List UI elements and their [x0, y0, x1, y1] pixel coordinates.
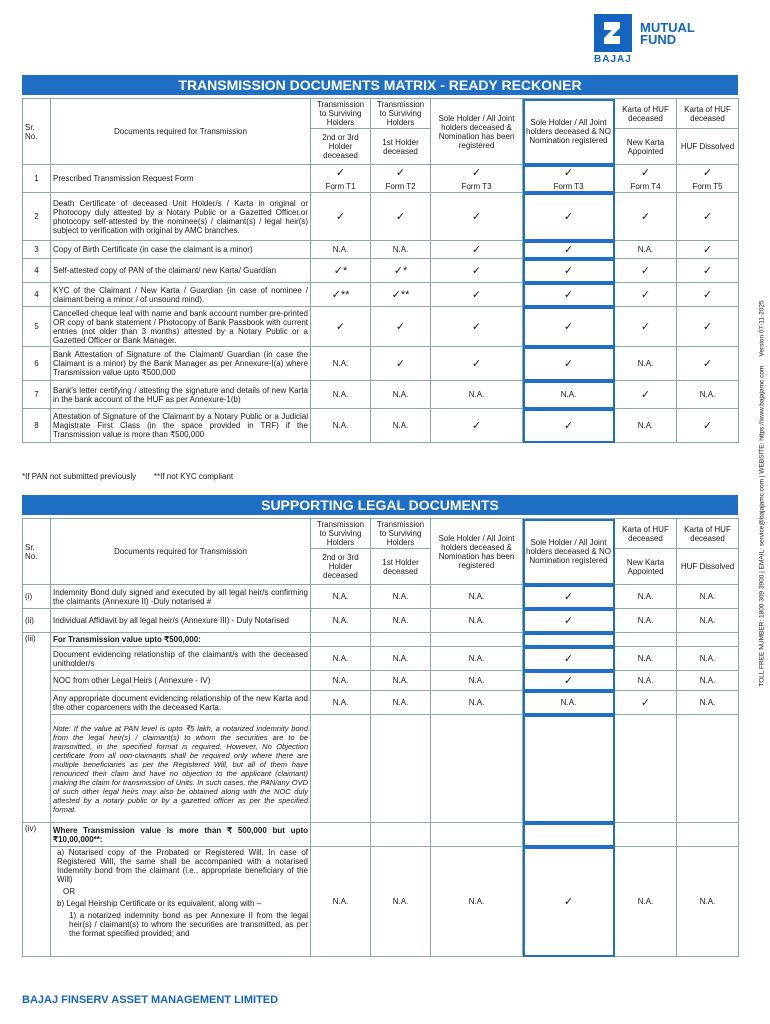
col-head: Transmission to Surviving Holders [311, 519, 371, 549]
check-icon: ✓ [702, 244, 713, 256]
row-number: 3 [23, 241, 51, 259]
value-text: N.A. [468, 698, 485, 707]
check-icon: ✓ [563, 615, 574, 627]
row-document: Attestation of Signature of the Claimant by a Notary Public or a Judicial Magistrate First Class (in the space provided in TRF) if the Transmission value is more than ₹500,000 [51, 409, 311, 443]
value-text: N.A. [637, 592, 654, 601]
check-icon: ✓ [335, 167, 346, 179]
check-icon: ✓ [395, 321, 406, 333]
value-cell [371, 609, 431, 633]
check-icon: ✓ [640, 211, 651, 223]
col-head: Transmission to Surviving Holders [371, 99, 431, 129]
value-cell [615, 347, 677, 381]
row-number: 2 [23, 193, 51, 241]
value-cell [311, 283, 371, 307]
value-text: N.A. [392, 245, 409, 254]
form-label: Form T5 [692, 182, 723, 191]
check-icon: ✓ [702, 420, 713, 432]
check-icon: ✓ [640, 697, 651, 709]
value-cell [677, 691, 739, 715]
table-row [23, 671, 739, 691]
check-icon: ✓ [471, 420, 482, 432]
value-text: N.A. [468, 897, 485, 906]
row-number: (iv) [23, 823, 51, 957]
check-icon: ✓ [471, 265, 482, 277]
check-icon: ✓ [702, 289, 713, 301]
value-cell [311, 193, 371, 241]
col-head: Sole Holder / All Joint holders deceased & Nomination has been registered [431, 99, 523, 165]
value-cell [615, 283, 677, 307]
empty-cell [677, 633, 739, 647]
note-text: Note: If the value at PAN level is upto ₹5 lakh, a notarized indemnity bond from the legal heir(s) / claimant(s) to whom the securities are to be transmitted, in the specified format is required. However, No Objection certificate from all non-claimants shall be required only where there are multiple beneficiaries as per the Registered Will, but all of them have renounced their claim and have no objection to the applicant (claimant) making the claim for transmission of Units. In such cases, the PAN/any OVD of such other legal heirs may also be obtained along with the NOC duly attested by a notary public or by a gazetted officer as per the specified format. [51, 715, 311, 823]
empty-cell [311, 633, 371, 647]
product-name: MUTUAL FUND [640, 20, 695, 47]
value-text: N.A. [637, 359, 654, 368]
col-head: Transmission to Surviving Holders [311, 99, 371, 129]
check-icon: ✓ [563, 420, 574, 432]
section-heading: For Transmission value upto ₹500,000: [51, 633, 311, 647]
form-label: Form T3 [461, 182, 492, 191]
value-cell [615, 609, 677, 633]
check-icon: ✓ [702, 321, 713, 333]
value-cell [371, 259, 431, 283]
value-cell [523, 165, 615, 193]
value-cell [677, 647, 739, 671]
value-cell [677, 241, 739, 259]
col-head: Karta of HUF deceased [677, 519, 739, 549]
empty-cell [431, 633, 523, 647]
check-icon: ✓* [393, 265, 408, 277]
row-number: 8 [23, 409, 51, 443]
row-number: 7 [23, 381, 51, 409]
col-sr: Sr. No. [23, 99, 51, 165]
table-row [23, 585, 739, 609]
row-document: Indemnity Bond duly signed and executed by all legal heir/s confirming the claimants (Annexure II) -Duly notarised # [51, 585, 311, 609]
check-icon: ✓ [471, 244, 482, 256]
value-text: N.A. [392, 654, 409, 663]
value-text: N.A. [332, 616, 349, 625]
value-cell [677, 193, 739, 241]
value-cell [677, 307, 739, 347]
row-number: 6 [23, 347, 51, 381]
iv-option-b: b) Legal Heirship Certificate or its equivalent, along with – [57, 899, 262, 908]
col-head: Karta of HUF deceased [615, 519, 677, 549]
value-cell [431, 671, 523, 691]
check-icon: ✓ [395, 211, 406, 223]
empty-cell [523, 633, 615, 647]
empty-cell [431, 715, 523, 823]
col-subhead: 1st Holder deceased [371, 549, 431, 585]
check-icon: ✓ [335, 211, 346, 223]
value-cell [311, 609, 371, 633]
value-cell [677, 347, 739, 381]
row-document: Self-attested copy of PAN of the claimant/ new Karta/ Guardian [51, 259, 311, 283]
iv-option-b1: 1) a notarized indemnity bond as per Annexure II from the legal heir(s) / claimant(s) to whom the securities are transmitted, as per the format specified provided; and [69, 911, 308, 938]
value-cell [677, 259, 739, 283]
value-cell [523, 259, 615, 283]
value-cell [615, 193, 677, 241]
value-cell [371, 647, 431, 671]
check-icon: ✓ [563, 289, 574, 301]
bajaj-logo-icon [594, 14, 632, 52]
empty-cell [677, 715, 739, 823]
value-cell [677, 165, 739, 193]
value-cell [311, 307, 371, 347]
value-text: N.A. [468, 676, 485, 685]
value-text: N.A. [332, 654, 349, 663]
check-icon: ✓ [395, 358, 406, 370]
table-row [23, 307, 739, 347]
empty-cell [311, 715, 371, 823]
col-subhead: 1st Holder deceased [371, 129, 431, 165]
value-cell [431, 165, 523, 193]
empty-cell [615, 715, 677, 823]
value-cell [371, 283, 431, 307]
row-document: Bank's letter certifying / attesting the signature and details of new Karta in the bank account of the HUF as per Annexure-1(b) [51, 381, 311, 409]
value-text: N.A. [468, 616, 485, 625]
value-text: N.A. [699, 390, 716, 399]
col-docs: Documents required for Transmission [51, 99, 311, 165]
value-text: N.A. [392, 698, 409, 707]
value-cell [311, 381, 371, 409]
value-cell [615, 585, 677, 609]
check-icon: ✓ [563, 321, 574, 333]
check-icon: ✓ [563, 896, 574, 908]
bajaj-mutual-fund-logo [594, 14, 744, 66]
value-cell [677, 381, 739, 409]
value-cell [371, 671, 431, 691]
section-row [23, 633, 739, 647]
check-icon: ✓ [640, 289, 651, 301]
value-cell [523, 381, 615, 409]
footnotes [22, 472, 233, 481]
brand-name: BAJAJ [594, 54, 632, 65]
value-cell [311, 409, 371, 443]
value-cell [371, 347, 431, 381]
value-cell [431, 691, 523, 715]
value-cell [311, 241, 371, 259]
value-cell [523, 283, 615, 307]
row-number: (iii) [23, 633, 51, 823]
value-text: N.A. [392, 421, 409, 430]
row-number: 5 [23, 307, 51, 347]
check-icon: ✓ [563, 591, 574, 603]
value-text: N.A. [637, 897, 654, 906]
check-icon: ✓ [702, 358, 713, 370]
check-icon: ✓** [391, 289, 410, 301]
value-cell [311, 847, 371, 957]
value-cell [677, 585, 739, 609]
contact-sidebar [742, 60, 766, 960]
value-cell [371, 165, 431, 193]
legal-title: SUPPORTING LEGAL DOCUMENTS [22, 495, 738, 515]
table-row [23, 259, 739, 283]
check-icon: ✓ [471, 211, 482, 223]
empty-cell [523, 715, 615, 823]
value-cell [371, 409, 431, 443]
empty-cell [523, 823, 615, 847]
value-cell [523, 609, 615, 633]
check-icon: ✓ [563, 211, 574, 223]
value-cell [311, 165, 371, 193]
value-cell [523, 585, 615, 609]
iv-or: OR [63, 887, 75, 896]
check-icon: ✓ [471, 321, 482, 333]
value-text: N.A. [637, 616, 654, 625]
value-cell [615, 381, 677, 409]
check-icon: ✓ [563, 358, 574, 370]
value-text: N.A. [699, 698, 716, 707]
value-cell [311, 647, 371, 671]
value-text: N.A. [468, 390, 485, 399]
value-text: N.A. [332, 592, 349, 601]
row-document: Copy of Birth Certificate (in case the claimant is a minor) [51, 241, 311, 259]
row-document: Any appropriate document evidencing relationship of the new Karta and the other coparceners with the deceased Karta. [51, 691, 311, 715]
value-cell [311, 691, 371, 715]
value-cell [615, 259, 677, 283]
value-cell [615, 409, 677, 443]
form-label: Form T2 [385, 182, 416, 191]
value-cell [311, 585, 371, 609]
row-number: (i) [23, 585, 51, 609]
value-text: N.A. [392, 592, 409, 601]
table-row [23, 409, 739, 443]
value-text: N.A. [332, 897, 349, 906]
value-text: N.A. [392, 390, 409, 399]
value-cell [371, 241, 431, 259]
row-document [51, 847, 311, 957]
value-text: N.A. [560, 698, 577, 707]
row-number: 4 [23, 259, 51, 283]
table-row [23, 847, 739, 957]
value-cell [311, 347, 371, 381]
table-row [23, 609, 739, 633]
value-text: N.A. [332, 359, 349, 368]
value-cell [431, 193, 523, 241]
value-cell [371, 585, 431, 609]
value-text: N.A. [637, 245, 654, 254]
value-cell [431, 409, 523, 443]
table-row [23, 165, 739, 193]
value-cell [523, 307, 615, 347]
col-subhead: New Karta Appointed [615, 549, 677, 585]
form-label: Form T4 [630, 182, 661, 191]
check-icon: ✓ [471, 358, 482, 370]
value-cell [523, 347, 615, 381]
col-docs: Documents required for Transmission [51, 519, 311, 585]
check-icon: ✓ [640, 167, 651, 179]
check-icon: ✓ [702, 167, 713, 179]
col-head: Sole Holder / All Joint holders deceased & Nomination has been registered [431, 519, 523, 585]
row-number: 1 [23, 165, 51, 193]
table-row [23, 381, 739, 409]
form-label: Form T3 [553, 182, 584, 191]
value-text: N.A. [468, 592, 485, 601]
check-icon: ✓ [563, 653, 574, 665]
value-text: N.A. [332, 698, 349, 707]
value-cell [615, 691, 677, 715]
value-text: N.A. [699, 897, 716, 906]
table-row [23, 691, 739, 715]
value-cell [371, 381, 431, 409]
row-number: 4 [23, 283, 51, 307]
value-cell [677, 409, 739, 443]
empty-cell [311, 823, 371, 847]
value-text: N.A. [332, 676, 349, 685]
row-document: NOC from other Legal Heirs ( Annexure - IV) [51, 671, 311, 691]
contact-text: TOLL FREE NUMBER: 1800 309 3900 | EMAIL: service@bajajamc.com | WEBSITE: https://www.bajajamc.com Version 07-11-2025 [758, 300, 766, 687]
legal-documents-table [22, 518, 739, 957]
empty-cell [677, 823, 739, 847]
value-cell [615, 241, 677, 259]
check-icon: ✓ [471, 289, 482, 301]
section-row [23, 823, 739, 847]
row-document: Cancelled cheque leaf with name and bank account number pre-printed OR copy of bank statement / Photocopy of Bank Passbook with current entries (not older than 3 months) attested by a Notary Public or a Gazetted Officer or Bank Manager. [51, 307, 311, 347]
value-text: N.A. [637, 421, 654, 430]
row-document: Document evidencing relationship of the claimant/s with the deceased unitholder/s [51, 647, 311, 671]
col-head: Karta of HUF deceased [677, 99, 739, 129]
value-cell [371, 307, 431, 347]
value-cell [615, 307, 677, 347]
col-subhead: HUF Dissolved [677, 549, 739, 585]
value-cell [677, 847, 739, 957]
note-row [23, 715, 739, 823]
check-icon: ✓ [702, 211, 713, 223]
value-cell [431, 259, 523, 283]
value-cell [431, 585, 523, 609]
check-icon: ✓ [563, 167, 574, 179]
check-icon: ✓ [563, 265, 574, 277]
row-document: Death Certificate of deceased Unit Holder/s / Karta in original or Photocopy duly attested by a Notary Public or a Gazetted Officer.or photocopy self-attested by the nominee(s) / claimant(s) / legal heir(s) subject to verification with original by AMC branches. [51, 193, 311, 241]
value-cell [615, 165, 677, 193]
col-head: Sole Holder / All Joint holders deceased & NO Nomination registered [523, 99, 615, 165]
check-icon: ✓ [640, 265, 651, 277]
col-head: Karta of HUF deceased [615, 99, 677, 129]
matrix-title: TRANSMISSION DOCUMENTS MATRIX - READY RECKONER [22, 75, 738, 95]
value-text: N.A. [332, 245, 349, 254]
check-icon: ✓** [331, 289, 350, 301]
table-row [23, 647, 739, 671]
table-row [23, 241, 739, 259]
check-icon: ✓ [640, 389, 651, 401]
value-cell [371, 691, 431, 715]
value-text: N.A. [332, 390, 349, 399]
value-text: N.A. [392, 676, 409, 685]
value-cell [311, 259, 371, 283]
row-document: Individual Affidavit by all legal heir/s (Annexure III) - Duly Notarised [51, 609, 311, 633]
check-icon: ✓ [471, 167, 482, 179]
col-subhead: 2nd or 3rd Holder deceased [311, 129, 371, 165]
transmission-matrix-table [22, 98, 739, 443]
col-subhead: HUF Dissolved [677, 129, 739, 165]
value-cell [615, 671, 677, 691]
empty-cell [371, 715, 431, 823]
value-text: N.A. [637, 676, 654, 685]
value-text: N.A. [699, 592, 716, 601]
value-text: N.A. [332, 421, 349, 430]
check-icon: ✓* [333, 265, 348, 277]
value-cell [431, 381, 523, 409]
form-label: Form T1 [325, 182, 356, 191]
value-cell [431, 347, 523, 381]
col-head: Sole Holder / All Joint holders deceased & NO Nomination registered [523, 519, 615, 585]
value-cell [523, 241, 615, 259]
empty-cell [431, 823, 523, 847]
value-cell [371, 193, 431, 241]
col-subhead: New Karta Appointed [615, 129, 677, 165]
value-text: N.A. [699, 676, 716, 685]
empty-cell [615, 823, 677, 847]
check-icon: ✓ [640, 321, 651, 333]
col-subhead: 2nd or 3rd Holder deceased [311, 549, 371, 585]
value-cell [523, 671, 615, 691]
table-row [23, 283, 739, 307]
value-cell [523, 409, 615, 443]
value-cell [677, 283, 739, 307]
row-document: Prescribed Transmission Request Form [51, 165, 311, 193]
value-cell [431, 283, 523, 307]
value-cell [677, 609, 739, 633]
check-icon: ✓ [563, 675, 574, 687]
value-cell [371, 847, 431, 957]
value-text: N.A. [392, 616, 409, 625]
col-head: Transmission to Surviving Holders [371, 519, 431, 549]
value-cell [431, 647, 523, 671]
col-sr: Sr. No. [23, 519, 51, 585]
value-text: N.A. [699, 654, 716, 663]
check-icon: ✓ [563, 244, 574, 256]
table-row [23, 347, 739, 381]
value-cell [677, 671, 739, 691]
value-text: N.A. [637, 654, 654, 663]
value-cell [523, 691, 615, 715]
value-cell [431, 609, 523, 633]
footnote-kyc: **If not KYC compliant [153, 472, 234, 481]
section-heading: Where Transmission value is more than ₹ 500,000 but upto ₹10,00,000**: [51, 823, 311, 847]
footnote-pan: *If PAN not submitted previously [22, 472, 137, 481]
row-document: KYC of the Claimant / New Karta / Guardian (in case of nominee / claimant being a minor / of unsound mind). [51, 283, 311, 307]
row-number: (ii) [23, 609, 51, 633]
value-cell [431, 307, 523, 347]
check-icon: ✓ [335, 321, 346, 333]
iv-option-a: a) Notarised copy of the Probated or Registered Will. In case of Registered Will, the same shall be accompanied with a notarised Indemnity bond from the claimant (i.e., appropriate beneficiary of the Will) [57, 848, 308, 884]
value-text: N.A. [392, 897, 409, 906]
empty-cell [371, 823, 431, 847]
row-document: Bank Attestation of Signature of the Claimant/ Guardian (in case the Claimant is a minor) by the Bank Manager as per Annexure-I(a) where Transmission value upto ₹500,000 [51, 347, 311, 381]
value-cell [523, 847, 615, 957]
value-text: N.A. [468, 654, 485, 663]
value-text: N.A. [560, 390, 577, 399]
value-cell [615, 847, 677, 957]
value-cell [523, 193, 615, 241]
value-cell [523, 647, 615, 671]
check-icon: ✓ [395, 167, 406, 179]
company-name: BAJAJ FINSERV ASSET MANAGEMENT LIMITED [22, 994, 279, 1006]
value-cell [431, 241, 523, 259]
empty-cell [615, 633, 677, 647]
check-icon: ✓ [702, 265, 713, 277]
value-cell [615, 647, 677, 671]
table-row [23, 193, 739, 241]
value-cell [311, 671, 371, 691]
value-cell [431, 847, 523, 957]
empty-cell [371, 633, 431, 647]
value-text: N.A. [699, 616, 716, 625]
